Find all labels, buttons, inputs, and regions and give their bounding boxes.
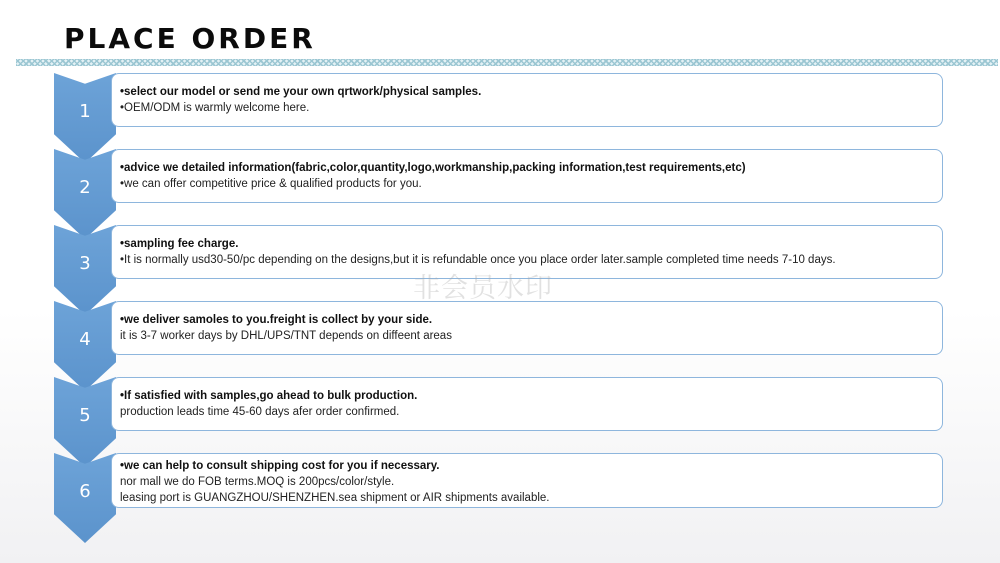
step-4 xyxy=(0,301,1000,377)
watermark: 非会员水印 xyxy=(413,273,553,304)
step-number: 1 xyxy=(79,101,91,122)
step-detail: nor mall we do FOB terms.MOQ is 200pcs/color/style. xyxy=(120,476,395,488)
step-box xyxy=(111,73,943,127)
step-detail: production leads time 45-60 days afer order confirmed. xyxy=(120,406,400,418)
step-detail: •OEM/ODM is warmly welcome here. xyxy=(120,102,310,114)
step-number: 6 xyxy=(79,481,91,502)
step-box xyxy=(111,301,943,355)
step-number: 2 xyxy=(79,177,91,198)
step-1 xyxy=(0,73,1000,149)
step-number: 3 xyxy=(79,253,91,274)
step-heading: •If satisfied with samples,go ahead to bulk production. xyxy=(120,390,418,402)
title-divider xyxy=(16,59,998,66)
step-box xyxy=(111,377,943,431)
step-number: 5 xyxy=(79,405,91,426)
step-box xyxy=(111,149,943,203)
step-detail: leasing port is GUANGZHOU/SHENZHEN.sea shipment or AIR shipments available. xyxy=(120,492,550,504)
step-detail: it is 3-7 worker days by DHL/UPS/TNT depends on diffeent areas xyxy=(120,330,452,342)
step-heading: •advice we detailed information(fabric,color,quantity,logo,workmanship,packing information,test requirements,etc) xyxy=(120,162,746,174)
step-detail: •It is normally usd30-50/pc depending on the designs,but it is refundable once you place order later.sample completed time needs 7-10 days. xyxy=(120,254,836,266)
step-5 xyxy=(0,377,1000,453)
step-detail: •we can offer competitive price & qualified products for you. xyxy=(120,178,422,190)
step-heading: •sampling fee charge. xyxy=(120,238,239,250)
step-heading: •we can help to consult shipping cost for you if necessary. xyxy=(120,460,440,472)
step-number: 4 xyxy=(79,329,91,350)
step-heading: •select our model or send me your own qrtwork/physical samples. xyxy=(120,86,482,98)
step-2 xyxy=(0,149,1000,225)
step-6 xyxy=(0,453,1000,529)
page-title: PLACE ORDER xyxy=(64,22,316,55)
step-box xyxy=(111,453,943,508)
step-heading: •we deliver samoles to you.freight is collect by your side. xyxy=(120,314,433,326)
